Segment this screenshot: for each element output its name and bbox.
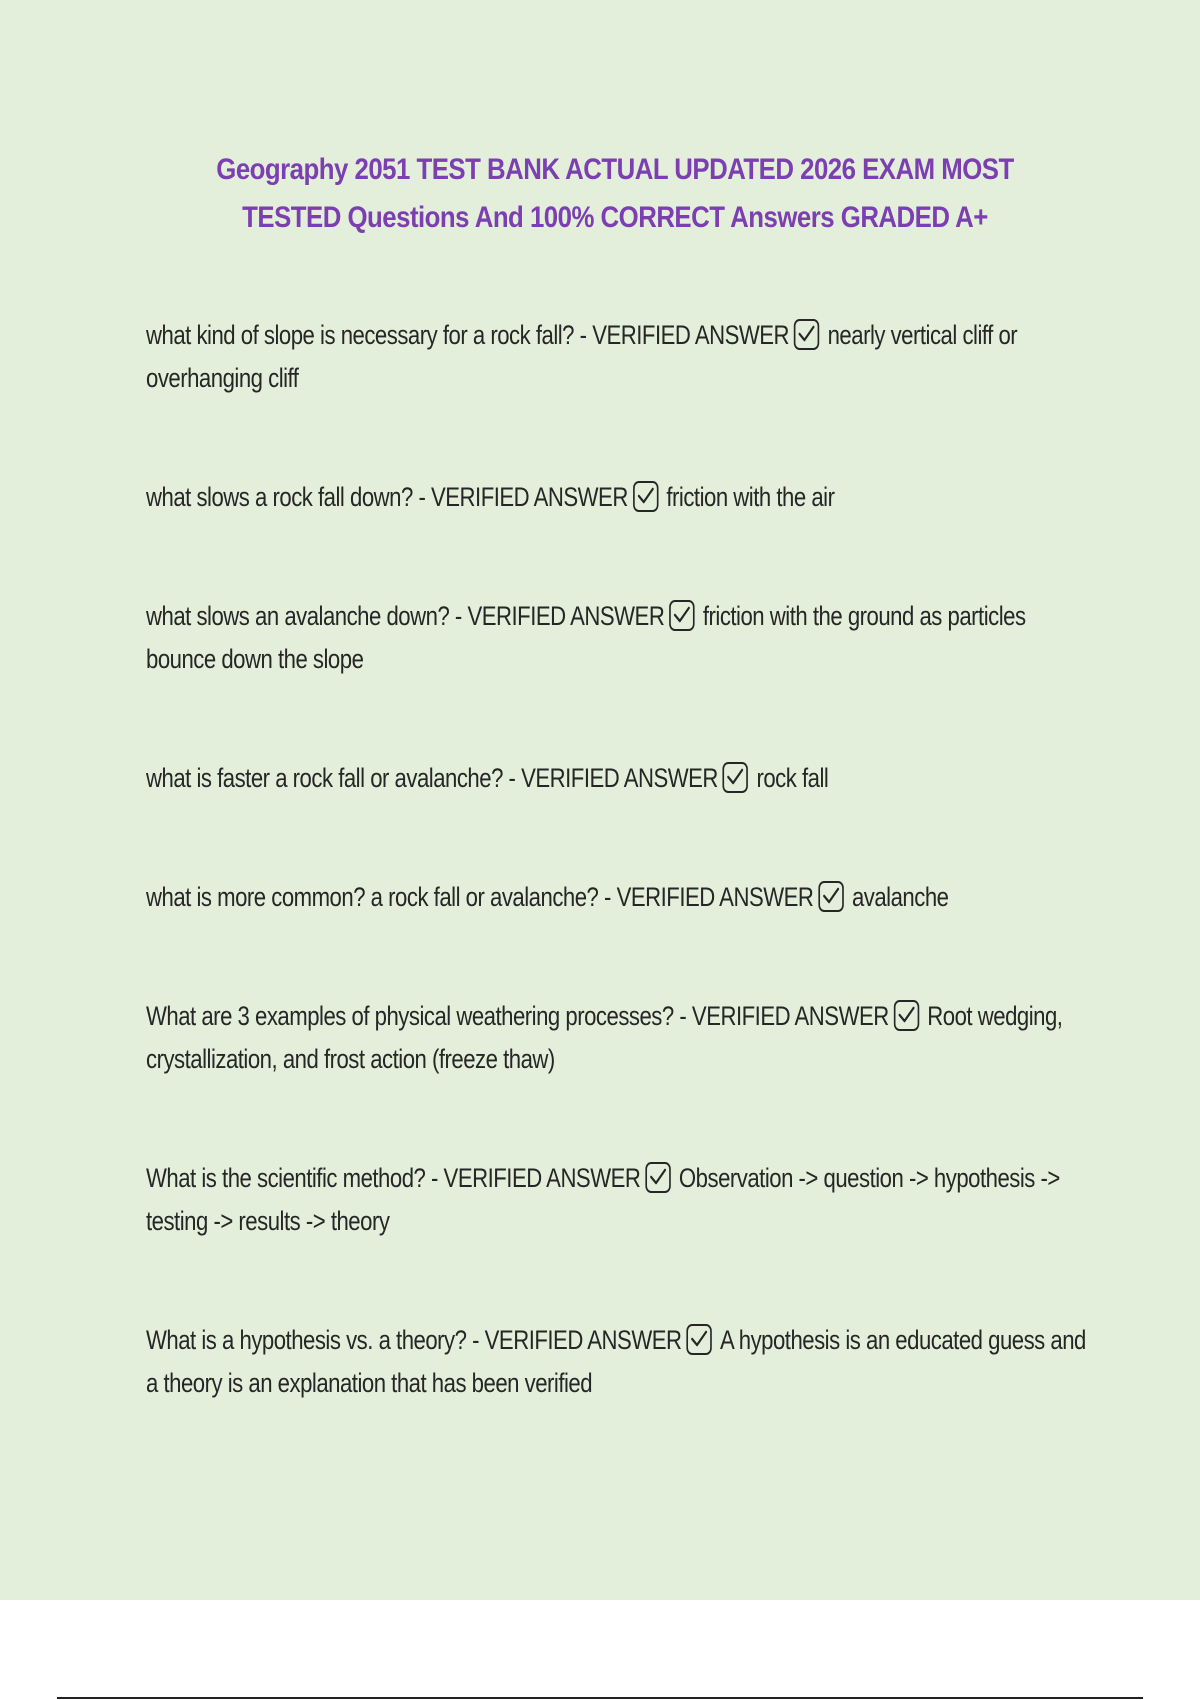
qa-item — [146, 1157, 1096, 1243]
verified-label: VERIFIED ANSWER — [467, 601, 665, 631]
qa-item — [146, 476, 1096, 519]
qa-item — [146, 1319, 1096, 1405]
qa-item — [146, 314, 1096, 400]
separator: - — [466, 1325, 485, 1355]
qa-item — [146, 595, 1096, 681]
answer-text: A hypothesis is an educated guess and a theory is an explanation that has been verified — [146, 1325, 1086, 1398]
qa-list — [146, 314, 1096, 1481]
checkbox-check-icon — [818, 881, 843, 912]
checkbox-check-icon — [669, 600, 694, 631]
answer-text: Observation -> question -> hypothesis -> testing -> results -> theory — [146, 1163, 1060, 1236]
answer-text: friction with the ground as particles bounce down the slope — [146, 601, 1026, 674]
document-title: Geography 2051 TEST BANK ACTUAL UPDATED 2026 EXAM MOST TESTED Questions And 100% CORRECT Answers GRADED A+ — [216, 153, 1014, 234]
answer-text: avalanche — [851, 882, 949, 912]
question-text: what kind of slope is necessary for a rock fall? — [146, 320, 575, 350]
checkbox-check-icon — [686, 1324, 711, 1355]
verified-label: VERIFIED ANSWER — [521, 763, 718, 793]
answer-text: nearly vertical cliff or overhanging cliff — [146, 320, 1018, 393]
answer-text: rock fall — [756, 763, 829, 793]
answer-text: friction with the air — [666, 482, 835, 512]
question-text: What is a hypothesis vs. a theory? — [146, 1325, 467, 1355]
separator: - — [449, 601, 468, 631]
verified-label: VERIFIED ANSWER — [691, 1001, 889, 1031]
checkbox-check-icon — [645, 1162, 670, 1193]
qa-item — [146, 995, 1096, 1081]
footer-rule — [57, 1697, 1143, 1699]
checkbox-check-icon — [723, 762, 748, 793]
question-text: what slows a rock fall down? — [146, 482, 413, 512]
question-text: what is faster a rock fall or avalanche? — [146, 763, 503, 793]
qa-item — [146, 876, 1096, 919]
question-text: What are 3 examples of physical weathering processes? — [146, 1001, 674, 1031]
verified-label: VERIFIED ANSWER — [443, 1163, 641, 1193]
verified-label: VERIFIED ANSWER — [484, 1325, 682, 1355]
verified-label: VERIFIED ANSWER — [616, 882, 814, 912]
checkbox-check-icon — [794, 319, 819, 350]
verified-label: VERIFIED ANSWER — [592, 320, 790, 350]
separator: - — [425, 1163, 444, 1193]
separator: - — [574, 320, 593, 350]
qa-item — [146, 757, 1096, 800]
checkbox-check-icon — [633, 481, 658, 512]
separator: - — [673, 1001, 692, 1031]
question-text: what slows an avalanche down? — [146, 601, 450, 631]
separator: - — [502, 763, 522, 793]
separator: - — [412, 482, 432, 512]
separator: - — [598, 882, 617, 912]
question-text: What is the scientific method? — [146, 1163, 426, 1193]
answer-text: Root wedging, crystallization, and frost action (freeze thaw) — [146, 1001, 1063, 1074]
checkbox-check-icon — [894, 1000, 919, 1031]
verified-label: VERIFIED ANSWER — [431, 482, 628, 512]
question-text: what is more common? a rock fall or avalanche? — [146, 882, 599, 912]
